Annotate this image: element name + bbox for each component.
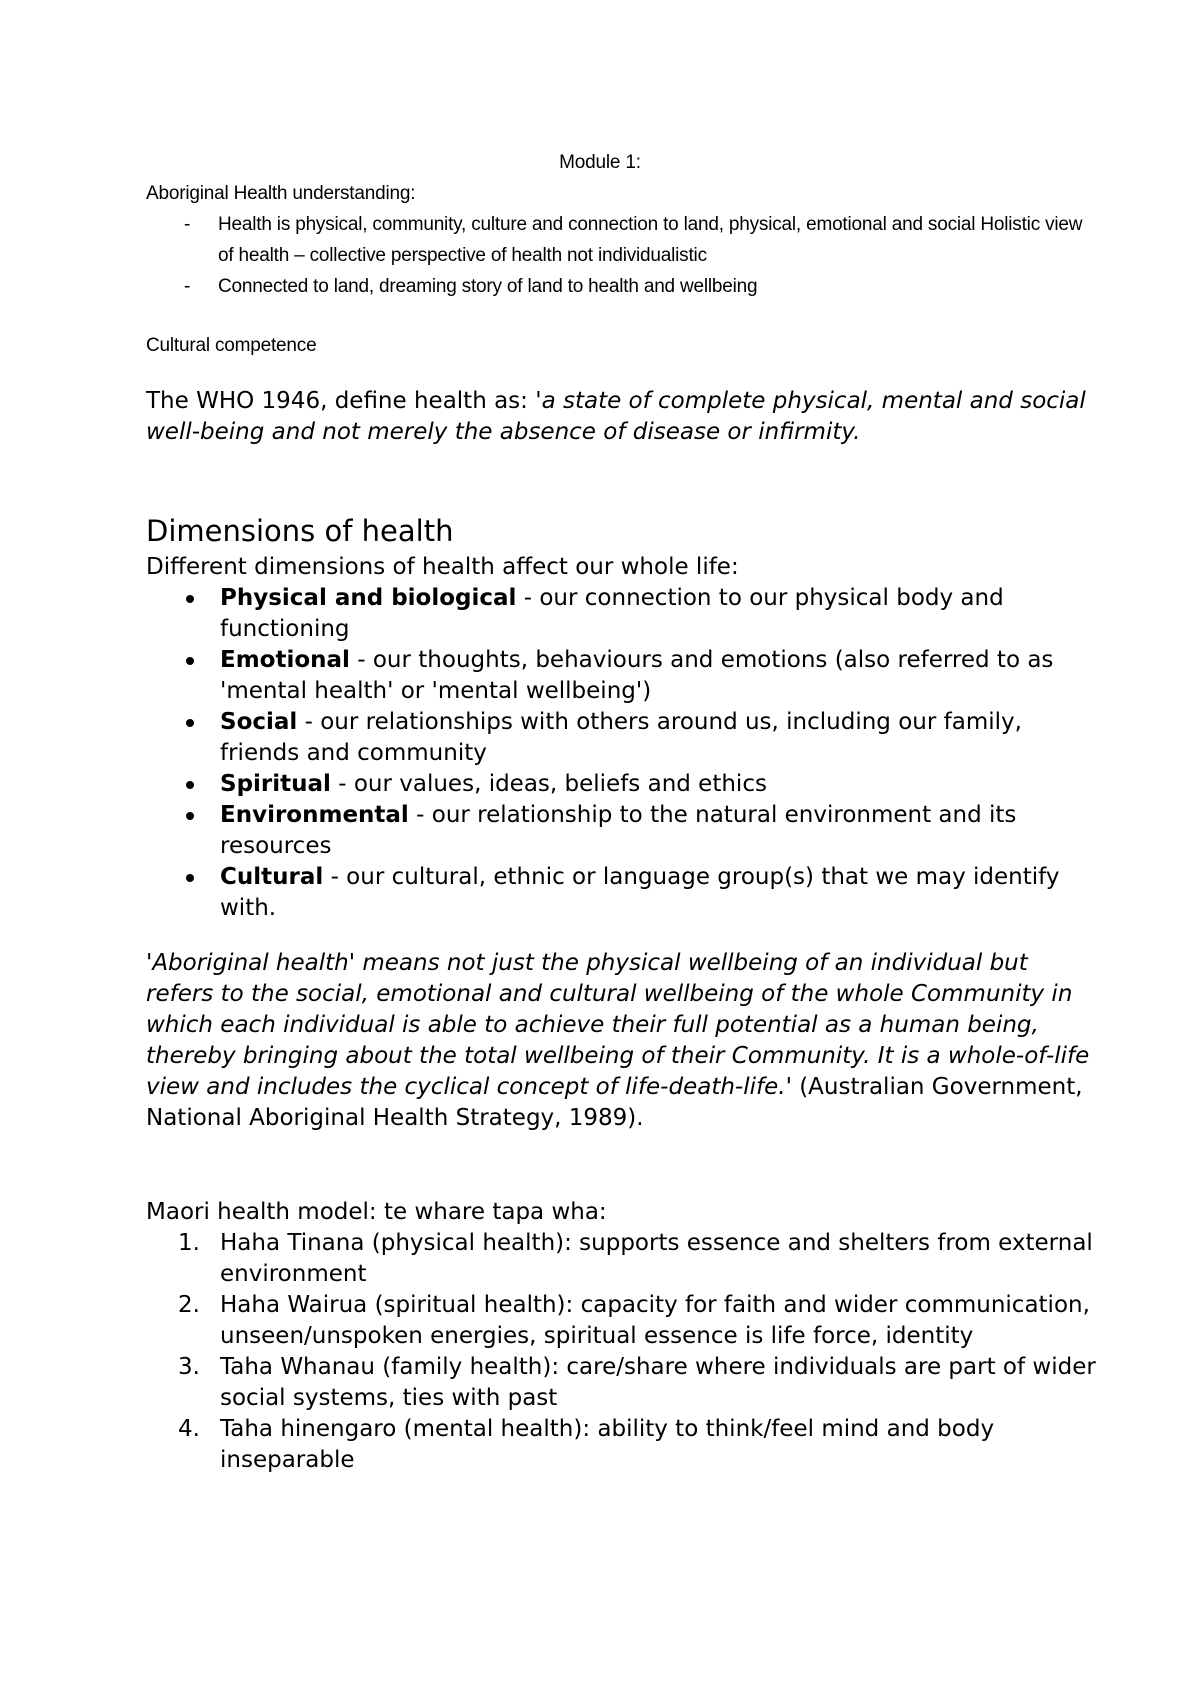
bullet-icon — [186, 595, 194, 603]
dimension-desc: - our relationships with others around us, including our family, friends and community — [220, 709, 1022, 766]
list-item — [146, 583, 1086, 645]
aboriginal-health-quote — [146, 948, 1096, 1134]
list-item — [146, 1228, 1096, 1290]
list-item — [146, 800, 1086, 862]
dimensions-heading: Dimensions of health — [146, 514, 454, 548]
dimensions-section — [146, 552, 1086, 924]
bullet-icon — [186, 719, 194, 727]
who-quote: a state of complete physical, mental and social well-being and not merely the absence of disease or infirmity. — [146, 388, 1086, 445]
dimension-term: Physical and biological — [220, 585, 517, 611]
bullet-icon — [186, 812, 194, 820]
aboriginal-section — [146, 178, 1096, 302]
aboriginal-heading: Aboriginal Health understanding: — [146, 183, 416, 204]
dimension-desc: - our relationship to the natural environment and its resources — [220, 802, 1017, 859]
bullet-icon — [186, 657, 194, 665]
item-number: 1. — [178, 1230, 200, 1256]
dimension-desc: - our thoughts, behaviours and emotions (also referred to as 'mental health' or 'mental wellbeing') — [220, 647, 1054, 704]
dimension-desc: - our connection to our physical body and functioning — [220, 585, 1004, 642]
who-lead: The WHO 1946, define health as: ' — [146, 388, 542, 414]
maori-heading: Maori health model: te whare tapa wha: — [146, 1199, 607, 1225]
dimension-term: Social — [220, 709, 298, 735]
list-item — [146, 1414, 1096, 1476]
item-text: Haha Wairua (spiritual health): capacity for faith and wider communication, unseen/unspoken energies, spiritual essence is life force, identity — [220, 1292, 1090, 1349]
dimension-term: Spiritual — [220, 771, 331, 797]
list-item — [146, 1352, 1096, 1414]
item-number: 4. — [178, 1416, 200, 1442]
dimension-desc: - our cultural, ethnic or language group(s) that we may identify with. — [220, 864, 1060, 921]
quote-citation: ' (Australian Government, National Aboriginal Health Strategy, 1989). — [146, 1074, 1083, 1131]
dimension-term: Emotional — [220, 647, 350, 673]
item-number: 2. — [178, 1292, 200, 1318]
list-item — [146, 707, 1086, 769]
module-title: Module 1: — [559, 152, 641, 173]
item-number: 3. — [178, 1354, 200, 1380]
who-definition — [146, 386, 1086, 448]
dimension-term: Environmental — [220, 802, 409, 828]
list-item: - Connected to land, dreaming story of land to health and wellbeing — [146, 271, 1096, 302]
item-text: Haha Tinana (physical health): supports essence and shelters from external environment — [220, 1230, 1093, 1287]
bullet-icon — [186, 874, 194, 882]
list-item — [146, 645, 1086, 707]
list-item — [146, 1290, 1096, 1352]
item-text: Taha Whanau (family health): care/share where individuals are part of wider social systems, ties with past — [220, 1354, 1096, 1411]
maori-section — [146, 1197, 1096, 1476]
aboriginal-list — [146, 209, 1096, 302]
maori-list — [146, 1228, 1096, 1476]
list-item — [146, 862, 1086, 924]
cultural-competence-heading: Cultural competence — [146, 335, 317, 356]
list-item: - Health is physical, community, culture and connection to land, physical, emotional and social Holistic view of health – collective perspective of health not individualistic — [146, 209, 1096, 271]
quote-text: 'Aboriginal health' means not just the physical wellbeing of an individual but refers to the social, emotional and cultural wellbeing of the whole Community in which each individual is able to achieve their full potential as a human being, thereby bringing about the total wellbeing of their Community. It is a whole-of-life view and includes the cyclical concept of life-death-life. — [146, 950, 1090, 1100]
bullet-icon — [186, 781, 194, 789]
dimensions-intro: Different dimensions of health affect our whole life: — [146, 554, 739, 580]
dimension-term: Cultural — [220, 864, 324, 890]
dimension-desc: - our values, ideas, beliefs and ethics — [330, 771, 767, 797]
dimensions-list — [146, 583, 1086, 924]
item-text: Taha hinengaro (mental health): ability to think/feel mind and body inseparable — [220, 1416, 995, 1473]
list-item — [146, 769, 1086, 800]
